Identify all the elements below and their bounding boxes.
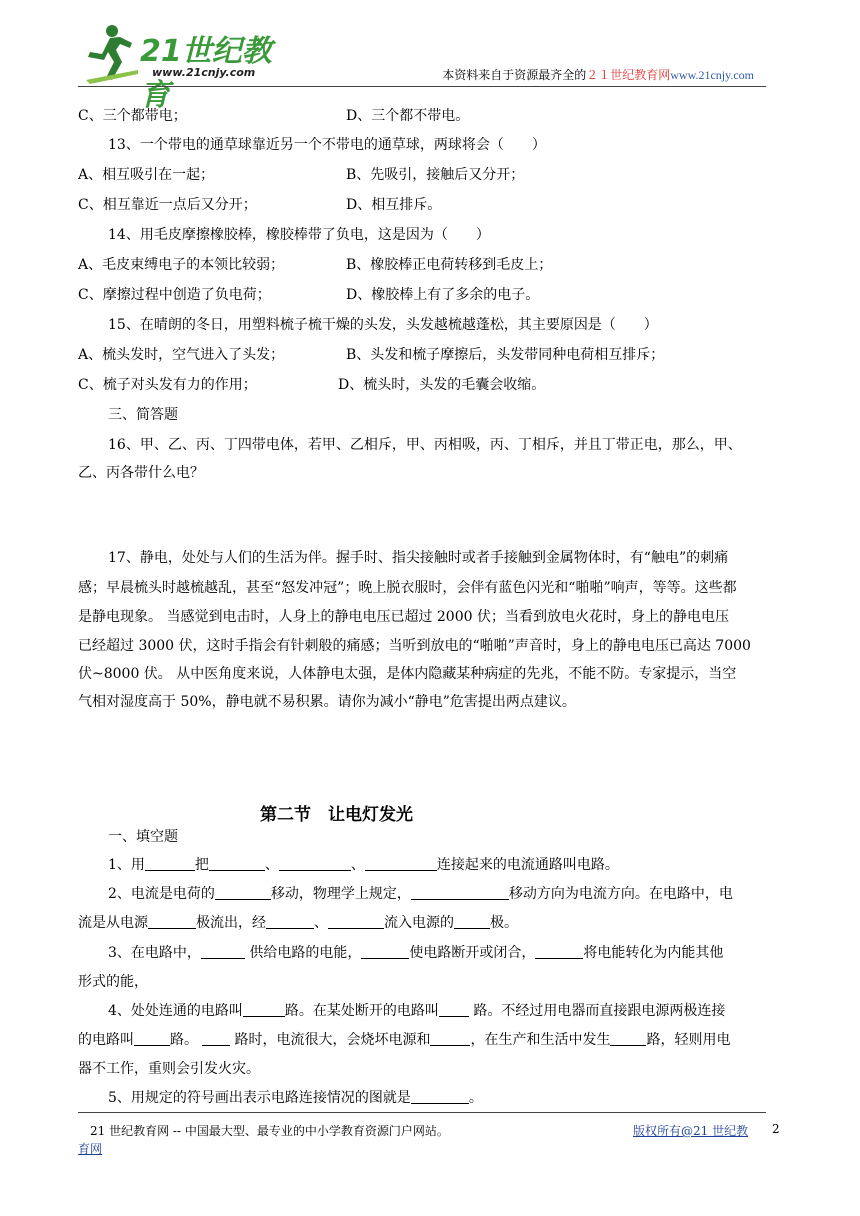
fill-q4-text: 路。在某处断开的电路叫 [284, 1003, 439, 1019]
logo-wordmark: 21世纪教育 [140, 34, 272, 113]
q17-line-4: 已经超过 3000 伏，这时手指会有针刺般的痛感；当听到放电的“啪啪”声音时，身上的静电电压已高达 7000 [78, 638, 751, 654]
answer-blank[interactable] [266, 914, 314, 929]
answer-blank[interactable] [454, 914, 490, 929]
fill-q4-text: 路，轻则用电 [646, 1032, 731, 1048]
header-source-note [442, 66, 754, 83]
fill-q4-text: ，在生产和生活中发生 [470, 1032, 611, 1048]
fill-q2-text: 、 [314, 915, 328, 931]
fill-in-heading: 一、填空题 [108, 829, 178, 845]
answer-blank[interactable] [411, 885, 509, 900]
header-divider [78, 86, 766, 87]
fill-q3-text: 将电能转化为内能其他 [583, 945, 724, 961]
fill-q5 [108, 1088, 483, 1108]
answer-blank[interactable] [361, 944, 409, 959]
q13-option-a: A、相互吸引在一起； [78, 167, 215, 183]
q15-option-d: D、梳头时，头发的毛囊会收缩。 [338, 377, 546, 393]
answer-blank[interactable] [365, 856, 437, 871]
answer-blank[interactable] [279, 856, 351, 871]
fill-q1-text: 、 [350, 857, 365, 873]
q15-stem: 15、在晴朗的冬日，用塑料梳子梳干燥的头发，头发越梳越蓬松，其主要原因是（ ） [108, 317, 658, 333]
fill-q2-text: 2、电流是电荷的 [108, 886, 215, 902]
fill-q5-text: 。 [468, 1090, 483, 1106]
answer-blank[interactable] [215, 885, 271, 900]
answer-blank[interactable] [148, 914, 196, 929]
fill-q4-line-2 [78, 1030, 730, 1050]
fill-q1-text: 、 [264, 857, 279, 873]
fill-q2-text: 移动，物理学上规定， [270, 886, 411, 902]
site-logo [82, 22, 292, 113]
footer-copyright-link[interactable]: 版权所有@21 世纪教 [633, 1124, 749, 1138]
source-brand: ２１世纪教育网 [586, 68, 671, 82]
q17-line-6: 气相对湿度高于 50%，静电就不易积累。请你为减小“静电”危害提出两点建议。 [78, 694, 576, 710]
q14-option-b: B、橡胶棒正电荷转移到毛皮上； [346, 257, 553, 273]
fill-q4-text: 路。 [170, 1032, 198, 1048]
fill-q2-text: 流入电源的 [384, 915, 454, 931]
fill-q4-text: 4、处处连通的电路叫 [108, 1003, 243, 1019]
fill-q4-text: 路。不经过用电器而直接跟电源两极连接 [468, 1003, 726, 1019]
q17-line-1: 17、静电，处处与人们的生活为伴。握手时、指尖接触时或者手接触到金属物体时，有“触电”的刺痛 [108, 550, 729, 566]
fill-q2-text: 流是从电源 [78, 915, 148, 931]
q13-option-d: D、相互排斥。 [346, 197, 442, 213]
q14-option-d: D、橡胶棒上有了多余的电子。 [346, 287, 540, 303]
answer-blank[interactable] [243, 1002, 285, 1017]
section-title: 第二节 让电灯发光 [260, 805, 413, 825]
page-number: 2 [772, 1122, 780, 1136]
fill-q2-line-1 [108, 884, 733, 904]
fill-q1-text: 1、用 [108, 857, 145, 873]
fill-q3-line-2: 形式的能， [78, 974, 148, 990]
q13-stem: 13、一个带电的通草球靠近另一个不带电的通草球，两球将会（ ） [108, 137, 546, 153]
fill-q4-line-1 [108, 1001, 725, 1021]
fill-q1 [108, 855, 619, 875]
q13-option-c: C、相互靠近一点后又分开； [78, 197, 257, 213]
fill-q4-line-3: 器不工作，重则会引发火灾。 [78, 1061, 260, 1077]
q13-option-b: B、先吸引，接触后又分开； [346, 167, 525, 183]
section-short-answer-heading: 三、简答题 [108, 407, 178, 423]
q15-option-b: B、头发和梳子摩擦后，头发带同种电荷相互排斥； [346, 347, 665, 363]
q15-option-c: C、梳子对头发有力的作用； [78, 377, 257, 393]
fill-q2-text: 移动方向为电流方向。在电路中，电 [508, 886, 733, 902]
source-prefix: 本资料来自于资源最齐全的 [442, 68, 587, 82]
fill-q4-text: 的电路叫 [78, 1032, 134, 1048]
q12-option-c: C、三个都带电； [78, 108, 187, 124]
fill-q3-text: 3、在电路中， [108, 945, 201, 961]
answer-blank[interactable] [145, 856, 195, 871]
q14-option-a: A、毛皮束缚电子的本领比较弱； [78, 257, 285, 273]
q14-option-c: C、摩擦过程中创造了负电荷； [78, 287, 271, 303]
footer-divider [78, 1112, 766, 1113]
fill-q1-text: 连接起来的电流通路叫电路。 [436, 857, 619, 873]
q16-line-1: 16、甲、乙、丙、丁四带电体，若甲、乙相斥，甲、丙相吸，丙、丁相斥，并且丁带正电，那么，甲、 [108, 437, 742, 453]
fill-q2-text: 极流出，经 [196, 915, 266, 931]
q17-line-3: 是静电现象。 当感觉到电击时，人身上的静电电压已超过 2000 伏；当看到放电火花时，身上的静电电压 [78, 609, 729, 625]
q16-line-2: 乙、丙各带什么电？ [78, 465, 204, 481]
answer-blank[interactable] [134, 1031, 170, 1046]
q15-option-a: A、梳头发时，空气进入了头发； [78, 347, 285, 363]
answer-blank[interactable] [328, 914, 384, 929]
q12-option-d: D、三个都不带电。 [346, 108, 470, 124]
fill-q3-line-1 [108, 943, 723, 963]
footer-copyright-link-continued[interactable]: 育网 [78, 1142, 103, 1156]
fill-q4-text: 路时，电流很大，会烧坏电源和 [230, 1032, 431, 1048]
answer-blank[interactable] [430, 1031, 470, 1046]
answer-blank[interactable] [201, 944, 245, 959]
fill-q3-text: 使电路断开或闭合， [409, 945, 536, 961]
answer-blank[interactable] [411, 1089, 469, 1104]
runner-logo-icon [82, 22, 142, 84]
fill-q1-text: 把 [194, 857, 209, 873]
footer-site-description: 21 世纪教育网 -- 中国最大型、最专业的中小学教育资源门户网站。 [90, 1124, 449, 1138]
q17-line-5: 伏~8000 伏。 从中医角度来说，人体静电太强，是体内隐藏某种病症的先兆，不能不防。专家提示，当空 [78, 666, 737, 682]
fill-q2-text: 极。 [490, 915, 518, 931]
q17-line-2: 感；早晨梳头时越梳越乱，甚至“怒发冲冠”；晚上脱衣服时，会伴有蓝色闪光和“啪啪”响声，等等。这些都 [78, 580, 737, 596]
fill-q5-text: 5、用规定的符号画出表示电路连接情况的图就是 [108, 1090, 411, 1106]
source-url[interactable]: www.21cnjy.com [670, 68, 754, 82]
logo-url: www.21cnjy.com [152, 66, 256, 79]
q14-stem: 14、用毛皮摩擦橡胶棒，橡胶棒带了负电，这是因为（ ） [108, 227, 490, 243]
fill-q2-line-2 [78, 913, 518, 933]
answer-blank[interactable] [209, 856, 265, 871]
answer-blank[interactable] [439, 1002, 469, 1017]
answer-blank[interactable] [610, 1031, 646, 1046]
answer-blank[interactable] [202, 1031, 230, 1046]
fill-q3-text: 供给电路的电能， [244, 945, 362, 961]
answer-blank[interactable] [535, 944, 583, 959]
